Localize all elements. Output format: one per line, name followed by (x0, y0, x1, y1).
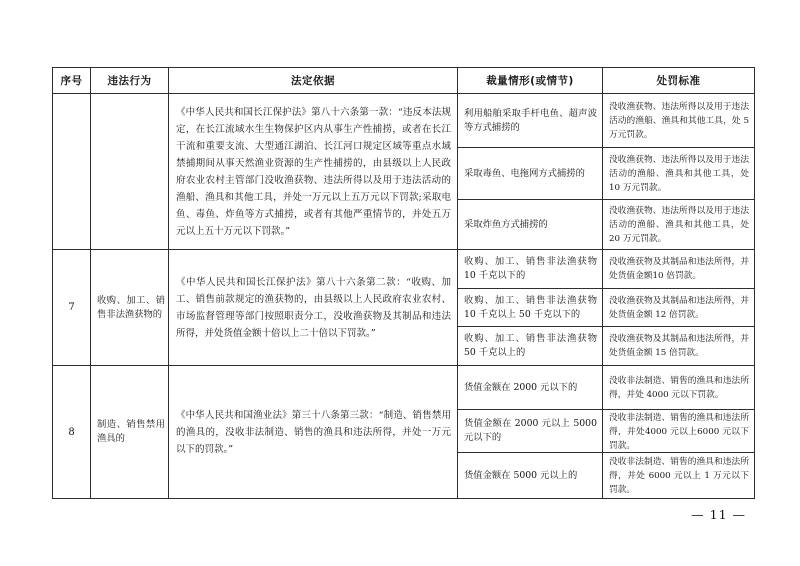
page-number: — 11 — (691, 507, 746, 522)
circumstance-text: 采取炸鱼方式捕捞的 (464, 218, 548, 230)
penalty-cell (603, 200, 755, 250)
violation-cell (91, 94, 169, 250)
violation-cell (91, 366, 169, 499)
header-number: 序号 (53, 68, 91, 94)
legal-basis-cell (169, 94, 458, 250)
penalty-text: 没收渔获物、违法所得以及用于违法活动的渔船、渔具和其他工具，处 10 万元罚款。 (609, 154, 749, 193)
legal-basis-text: 《中华人民共和国长江保护法》第八十六条第一款：“违反本法规定，在长江流域水生生物保护区内从事生产性捕捞，或者在长江干流和重要支流、大型通江湖泊、长江河口规定区域等重点水域禁捕期间从事天然渔业资源的生产性捕捞的，由县级以上人民政府农业农村主管部门没收渔获物、违法所得以及用于违法活动的渔船、渔具和其他工具，并处一万元以上五万元以下罚款;采取电鱼、毒鱼、炸鱼等方式捕捞，或者有其他严重情节的，并处五万元以上五十万元以下罚款。” (176, 106, 451, 237)
circumstance-text: 收购、加工、销售非法渔获物 50 千克以上的 (464, 333, 597, 358)
penalty-text: 没收渔获物、违法所得以及用于违法活动的渔船、渔具和其他工具，处 20 万元罚款。 (609, 205, 749, 244)
header-circumstance: 裁量情形(或情节) (458, 68, 603, 94)
penalty-standard-table (52, 67, 755, 499)
penalty-cell (603, 250, 755, 289)
circumstance-text: 利用船舶采取手杆电鱼、超声波等方式捕捞的 (464, 107, 597, 133)
circumstance-cell (458, 148, 603, 200)
circumstance-cell (458, 366, 603, 410)
circumstance-cell (458, 289, 603, 327)
table-row (53, 250, 755, 289)
row-number-cell (53, 94, 91, 250)
circumstance-cell (458, 250, 603, 289)
penalty-text: 没收非法制造、销售的渔具和违法所得，并处 4000 元以下罚款。 (609, 375, 749, 400)
penalty-text: 没收渔获物及其制品和违法所得，并处货值金额10 倍罚款。 (609, 257, 749, 281)
legal-basis-cell (169, 366, 458, 499)
circumstance-cell (458, 200, 603, 250)
circumstance-text: 采取毒鱼、电拖网方式捕捞的 (464, 167, 585, 179)
circumstance-cell (458, 94, 603, 148)
circumstance-cell (458, 453, 603, 499)
violation-text: 制造、销售禁用渔具的 (97, 419, 165, 444)
violation-cell (91, 250, 169, 366)
penalty-cell (603, 148, 755, 200)
circumstance-text: 货值金额在 2000 元以下的 (464, 381, 578, 393)
table-row (53, 366, 755, 410)
row-number-cell: 7 (53, 250, 91, 366)
penalty-text: 没收渔获物及其制品和违法所得，并处货值金额 12 倍罚款。 (609, 295, 749, 320)
header-legal-basis: 法定依据 (169, 68, 458, 94)
legal-basis-text: 《中华人民共和国长江保护法》第八十六条第二款：“收购、加工、销售前款规定的渔获物的，由县级以上人民政府农业农村、市场监督管理等部门按照职责分工，没收渔获物及其制品和违法所得，并处货值金额十倍以上二十倍以下罚款。” (176, 276, 451, 339)
penalty-text: 没收渔获物及其制品和违法所得，并处货值金额 15 倍罚款。 (609, 334, 749, 358)
circumstance-cell (458, 327, 603, 366)
legal-basis-cell (169, 250, 458, 366)
header-violation: 违法行为 (91, 68, 169, 94)
penalty-text: 没收非法制造、销售的渔具和违法所得，并处4000 元以上6000 元以下罚款。 (609, 412, 749, 451)
row-number-cell: 8 (53, 366, 91, 499)
penalty-cell (603, 453, 755, 499)
penalty-cell (603, 94, 755, 148)
table-row (53, 94, 755, 148)
penalty-cell (603, 410, 755, 453)
circumstance-text: 收购、加工、销售非法渔获物 10 千克以下的 (464, 256, 597, 281)
penalty-cell (603, 327, 755, 366)
header-penalty: 处罚标准 (603, 68, 755, 94)
circumstance-text: 货值金额在 2000 元以上 5000 元以下的 (464, 418, 597, 443)
penalty-cell (603, 366, 755, 410)
header-row (53, 68, 755, 94)
circumstance-text: 收购、加工、销售非法渔获物 10 千克以上 50 千克以下的 (464, 294, 597, 320)
penalty-cell (603, 289, 755, 327)
circumstance-cell (458, 410, 603, 453)
penalty-text: 没收非法制造、销售的渔具和违法所得，并处 6000 元以上 1 万元以下罚款。 (609, 456, 749, 495)
circumstance-text: 货值金额在 5000 元以上的 (464, 469, 578, 481)
legal-basis-text: 《中华人民共和国渔业法》第三十八条第三款：“制造、销售禁用的渔具的，没收非法制造、销售的渔具和违法所得，并处一万元以下的罚款。” (176, 409, 451, 455)
violation-text: 收购、加工、销售非法渔获物的 (97, 294, 165, 320)
penalty-text: 没收渔获物、违法所得以及用于违法活动的渔船、渔具和其他工具，处 5 万元罚款。 (609, 101, 749, 140)
